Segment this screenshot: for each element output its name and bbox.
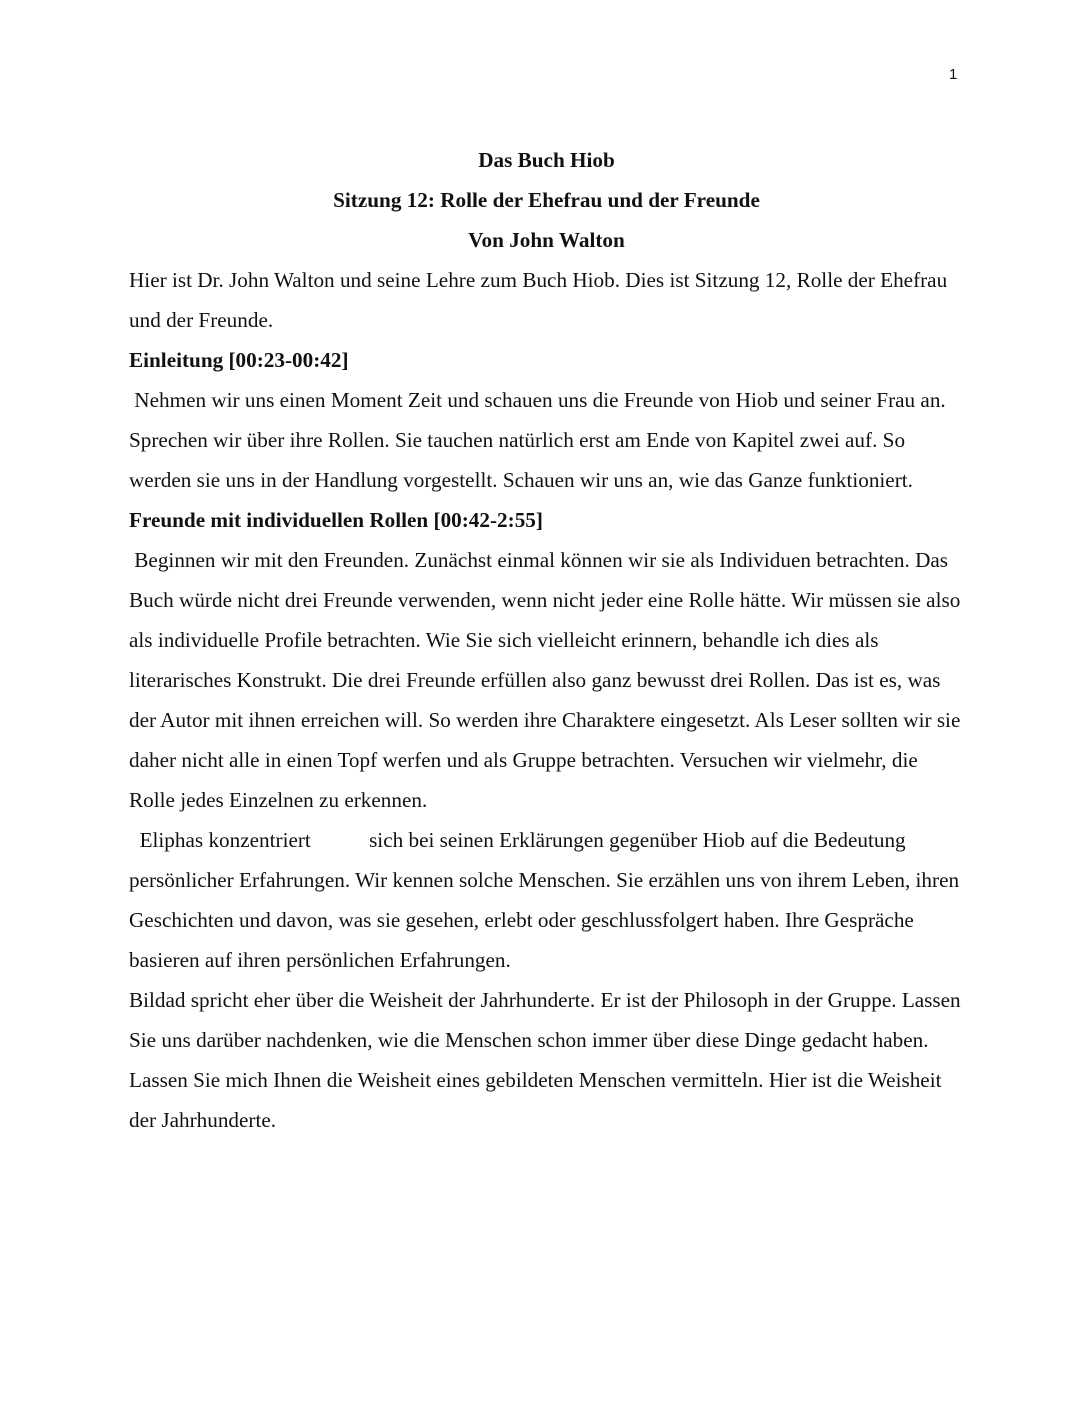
- paragraph: Beginnen wir mit den Freunden. Zunächst einmal können wir sie als Individuen betrachten. Das Buch würde nicht drei Freunde verwenden, wenn nicht jeder eine Rolle hätte. Wir müssen sie also als individuelle Profile betrachten. Wie Sie sich vielleicht erinnern, behandle ich dies als literarisches Konstrukt. Die drei Freunde erfüllen also ganz bewusst drei Rollen. Das ist es, was der Autor mit ihnen erreichen will. So werden ihre Charaktere eingesetzt. Als Leser sollten wir sie daher nicht alle in einen Topf werfen und als Gruppe betrachten. Versuchen wir vielmehr, die Rolle jedes Einzelnen zu erkennen.: [129, 548, 966, 812]
- document-body: [129, 140, 964, 1140]
- section-heading-einleitung: Einleitung [00:23-00:42]: [129, 348, 349, 372]
- intro-paragraph: Hier ist Dr. John Walton und seine Lehre zum Buch Hiob. Dies ist Sitzung 12, Rolle der Ehefrau und der Freunde.: [129, 268, 953, 332]
- paragraph: Eliphas konzentriert sich bei seinen Erklärungen gegenüber Hiob auf die Bedeutung persönlicher Erfahrungen. Wir kennen solche Menschen. Sie erzählen uns von ihrem Leben, ihren Geschichten und davon, was sie gesehen, erlebt oder geschlussfolgert haben. Ihre Gespräche basieren auf ihren persönlichen Erfahrungen.: [129, 828, 965, 972]
- paragraph: Bildad spricht eher über die Weisheit der Jahrhunderte. Er ist der Philosoph in der Gruppe. Lassen Sie uns darüber nachdenken, wie die Menschen schon immer über diese Dinge gedacht haben. Lassen Sie mich Ihnen die Weisheit eines gebildeten Menschen vermitteln. Hier ist die Weisheit der Jahrhunderte.: [129, 988, 966, 1132]
- section-heading-freunde: Freunde mit individuellen Rollen [00:42-2:55]: [129, 508, 543, 532]
- paragraph: Nehmen wir uns einen Moment Zeit und schauen uns die Freunde von Hiob und seiner Frau an. Sprechen wir über ihre Rollen. Sie tauchen natürlich erst am Ende von Kapitel zwei auf. So werden sie uns in der Handlung vorgestellt. Schauen wir uns an, wie das Ganze funktioniert.: [129, 388, 952, 492]
- document-author: Von John Walton: [468, 228, 625, 252]
- document-subtitle: Sitzung 12: Rolle der Ehefrau und der Freunde: [333, 188, 760, 212]
- page-number: 1: [949, 66, 958, 83]
- document-title: Das Buch Hiob: [478, 148, 615, 172]
